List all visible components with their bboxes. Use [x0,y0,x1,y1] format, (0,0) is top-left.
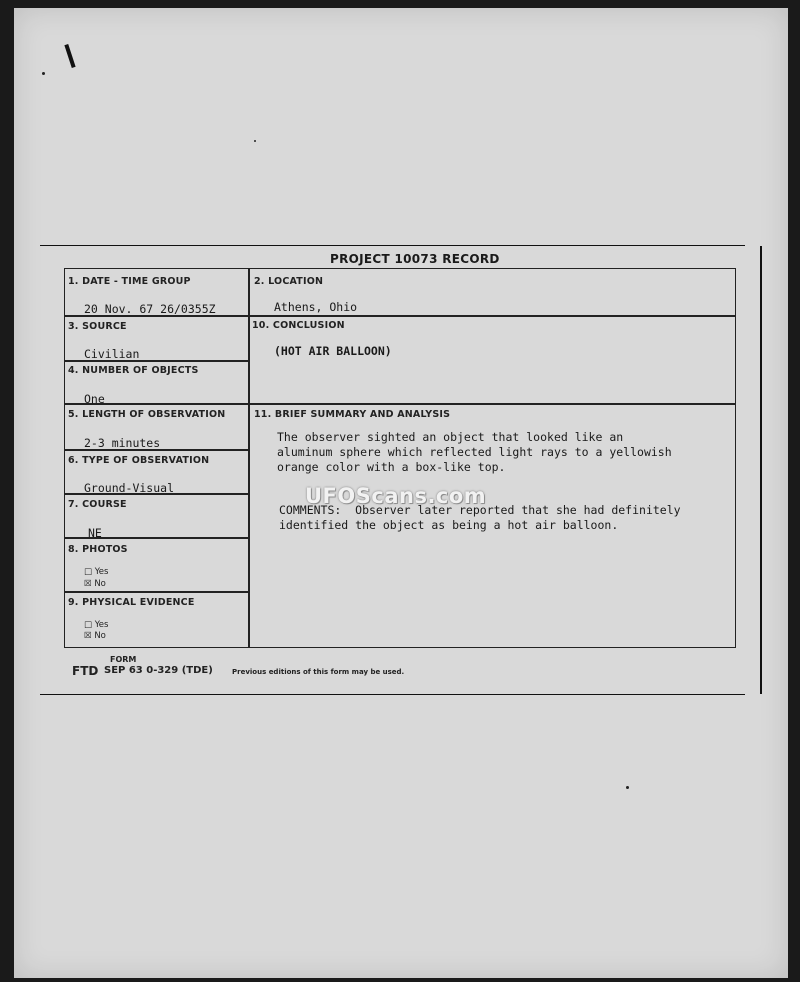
summary-paragraph-1: The observer sighted an object that looked like an aluminum sphere which reflected light rays to a yellowish orange color with a box-like top. [277,430,672,474]
source-value: Civilian [84,347,140,361]
footer-note: Previous editions of this form may be used. [232,668,405,676]
photos-label: 8. PHOTOS [68,544,128,555]
conclusion-label: 10. CONCLUSION [252,320,345,331]
source-label: 3. SOURCE [68,321,127,332]
scan-speck [42,72,45,75]
column-divider [248,269,250,647]
length-value: 2-3 minutes [84,436,161,450]
objects-value: One [84,392,105,406]
evidence-no-checkbox: ☒ No [84,631,106,641]
location-value: Athens, Ohio [274,300,358,314]
type-label: 6. TYPE OF OBSERVATION [68,455,210,466]
photos-no-checkbox: ☒ No [84,579,106,589]
scan-speck [626,786,629,789]
record-title: PROJECT 10073 RECORD [330,252,500,266]
length-label: 5. LENGTH OF OBSERVATION [68,409,226,420]
footer-ftd: FTD [72,664,99,678]
date-value: 20 Nov. 67 26/0355Z [84,302,216,316]
type-value: Ground-Visual [84,481,175,495]
watermark-text: UFOScans.com [305,484,487,508]
date-label: 1. DATE - TIME GROUP [68,276,191,287]
course-label: 7. COURSE [68,499,127,510]
course-value: NE [88,526,102,540]
row-line-7 [65,591,248,593]
photos-yes-checkbox: □ Yes [84,567,109,577]
evidence-label: 9. PHYSICAL EVIDENCE [68,597,195,608]
objects-label: 4. NUMBER OF OBJECTS [68,365,199,376]
evidence-yes-checkbox: □ Yes [84,620,109,630]
footer-form-word: FORM [110,655,137,664]
conclusion-value: (HOT AIR BALLOON) [274,344,392,358]
footer-form-number: SEP 63 0-329 (TDE) [104,665,213,676]
location-label: 2. LOCATION [254,276,324,287]
frame-top-line [40,245,745,246]
frame-bottom-line [40,694,745,695]
row-line-3 [65,403,735,405]
summary-label: 11. BRIEF SUMMARY AND ANALYSIS [254,409,451,420]
summary-comments: COMMENTS: Observer later reported that she had definitely identified the object as being a hot air balloon. [279,503,681,532]
scan-speck [254,140,256,142]
frame-right-line [760,246,762,694]
